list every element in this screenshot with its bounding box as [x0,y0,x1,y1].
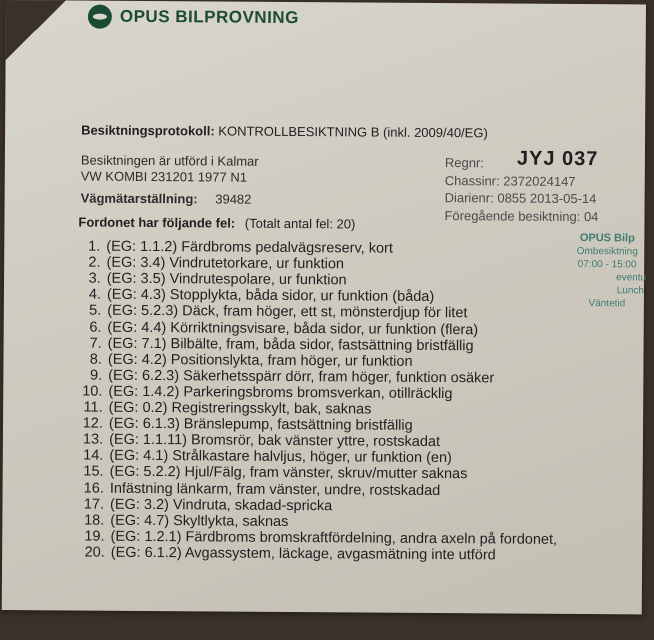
station-stamp [562,232,653,318]
odometer-label: Vägmätarställning: [80,190,198,207]
fault-number: 1. [88,238,101,255]
fault-number: 14. [83,447,104,464]
fault-number: 16. [83,480,104,497]
fault-number: 7. [89,335,102,352]
fault-number: 8. [89,351,102,368]
company-logo [88,5,299,30]
stamp-line: Väntetid [588,298,626,310]
fault-text: (EG: 6.1.3) Bränslepump, fastsättning bristfällig [108,415,413,434]
fault-number: 10. [82,383,103,400]
fault-number: 17. [83,496,105,513]
fault-text: (EG: 1.1.2) Färdbroms pedalvägsreserv, kort [106,238,393,257]
previous-inspection: Föregående besiktning: 04 [444,208,599,225]
fault-text: (EG: 1.4.2) Parkeringsbroms bromsverkan, otillräcklig [108,383,453,403]
inspection-place: Besiktningen är utförd i Kalmar [80,152,259,169]
odometer-value: 39482 [215,191,252,207]
fault-item [69,544,496,563]
fault-item [67,399,372,417]
fault-item [64,255,344,273]
regnr-label: Regnr: [444,155,484,171]
stamp-title: OPUS Bilp [579,232,635,245]
fault-number: 2. [88,254,101,271]
protocol-value: KONTROLLBESIKTNING B (inkl. 2009/40/EG) [218,123,488,141]
fault-text: (EG: 5.2.2) Hjul/Fälg, fram vänster, skruv/mutter saknas [109,464,468,483]
diary-number: Diarienr: 0855 2013-05-14 [444,190,597,207]
fault-text: (EG: 6.1.2) Avgassystem, läckage, avgasmätning inte utförd [110,544,496,564]
fault-number: 15. [83,463,104,481]
odometer [81,191,252,207]
fault-item [68,512,288,530]
stamp-line: eventu [616,272,647,284]
fault-number: 12. [82,415,103,432]
fault-number: 9. [90,367,103,384]
fault-item [68,496,332,514]
fault-text: (EG: 4.7) Skyltlykta, saknas [110,512,289,530]
fault-text: (EG: 3.4) Vindrutetorkare, ur funktion [106,254,345,273]
faults-heading [78,215,355,232]
fault-text: (EG: 4.1) Strålkastare halvljus, höger, ur funktion (en) [109,448,452,467]
fault-text: (EG: 3.2) Vindruta, skadad-spricka [110,496,333,514]
fault-number: 18. [84,512,105,529]
logo-emblem-icon [88,5,112,29]
fault-item [65,271,347,289]
fault-number: 11. [83,399,103,416]
fault-number: 3. [88,270,101,287]
vehicle-model: VW KOMBI 231201 1977 N1 [80,168,248,185]
fault-text: Infästning länkarm, fram vänster, undre, rostskadad [109,480,441,499]
fault-text: (EG: 1.2.1) Färdbroms bromskraftfördelning, andra axeln på fordonet, [110,528,558,548]
fault-text: (EG: 1.1.11) Bromsrör, bak vänster yttre, rostskadat [109,431,441,451]
fault-number: 19. [84,528,105,545]
fault-text: (EG: 4.3) Stopplykta, båda sidor, ur funktion (båda) [106,287,435,306]
stamp-line: Ombesiktning [576,245,638,258]
fault-number: 5. [89,302,102,320]
fault-text: (EG: 6.2.3) Säkerhetsspärr dörr, fram höger, funktion osäker [108,367,495,387]
fault-text: (EG: 0.2) Registreringsskylt, bak, saknas [108,399,372,418]
fault-text: (EG: 7.1) Bilbälte, fram, båda sidor, fastsättning bristfällig [107,335,474,354]
chassis-number: Chassinr: 2372024147 [444,173,576,189]
fault-text: (EG: 4.2) Positionslykta, fram höger, ur funktion [107,351,413,370]
stamp-line: Lunch [616,285,645,297]
faults-heading-label: Fordonet har följande fel: [78,214,236,231]
fault-text: (EG: 3.5) Vindrutespolare, ur funktion [106,270,347,289]
fault-text: (EG: 5.2.3) Däck, fram höger, ett st, mönsterdjup för litet [107,303,468,322]
fault-number: 6. [89,319,102,336]
protocol-title [81,123,488,141]
regnr-value: JYJ 037 [516,147,599,171]
protocol-label: Besiktningsprotokoll: [81,122,215,139]
fault-text: (EG: 4.4) Körriktningsvisare, båda sidor, ur funktion (flera) [107,319,479,338]
document-page [2,0,646,614]
fault-number: 4. [88,286,102,303]
logo-text: OPUS BILPROVNING [119,6,299,28]
fault-number: 13. [82,431,104,448]
faults-total: (Totalt antal fel: 20) [244,215,356,232]
stamp-line: 07:00 - 15:00 [577,258,637,271]
fault-number: 20. [84,544,105,561]
folded-corner [6,0,66,60]
